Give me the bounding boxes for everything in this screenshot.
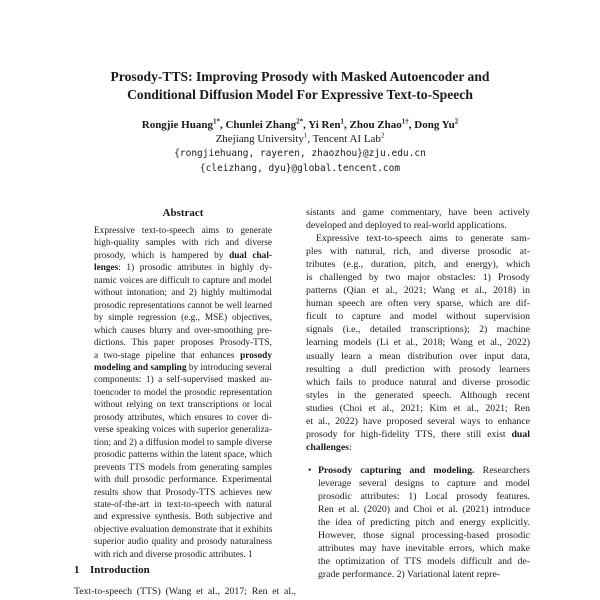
text-line: prosodic patterns within the latent space, which <box>94 450 272 461</box>
affiliation-org-1: Zhejiang University <box>215 133 304 145</box>
affiliation-superscript-2: 2 <box>380 131 385 140</box>
paper-title <box>0 68 600 104</box>
text-line: toencoder to model the prosodic representation <box>94 387 272 398</box>
text-line: components: 1) a self-supervised masked au- <box>94 375 272 386</box>
text-line: usually learn a mean distribution over input data, <box>306 350 530 362</box>
text-line: tributes (e.g., duration, pitch, and energy), which <box>306 259 530 271</box>
text-line: which fails to produce natural and diverse prosodic <box>306 376 530 388</box>
text-line: sistants and game commentary, have been actively <box>306 207 530 218</box>
text-line: attributes may have inevitable errors, which make <box>318 543 530 555</box>
author-superscript: 1* <box>212 117 220 126</box>
text-line: without relying on text transcriptions or local <box>94 400 272 411</box>
author-name: Chunlei Zhang <box>225 119 297 131</box>
affiliation <box>0 132 600 147</box>
author-superscript: 2* <box>296 117 304 126</box>
text-line: prevents TTS models from generating samples <box>94 462 272 473</box>
affiliation-separator: , <box>307 133 313 145</box>
author-superscript: 1 <box>340 117 344 126</box>
text-line: However, those signal processing-based prosodic <box>318 530 530 542</box>
bullet-text <box>306 464 530 581</box>
bullet-item-prosody-capturing <box>306 464 530 581</box>
text-line: grade performance. 2) Variational latent repre- <box>318 569 501 581</box>
text-line: verse speaking voices with superior generaliza- <box>94 425 272 436</box>
text-line: dictions. This paper proposes Prosody-TTS, <box>94 338 272 349</box>
email-line-1[interactable]: {rongjiehuang, rayeren, zhaozhou}@zju.edu.cn <box>174 148 426 159</box>
author-name: Yi Ren <box>308 119 341 131</box>
text-line: is challenged by two major obstacles: 1) Prosody <box>306 272 530 284</box>
text-line: Expressive text-to-speech aims to generate sam- <box>316 233 530 245</box>
text-line: namic voices are difficult to capture and model <box>94 275 272 286</box>
text-line: results show that Prosody-TTS achieves new <box>94 487 272 498</box>
right-column-paragraph-2 <box>306 232 530 454</box>
text-line: leverage several designs to capture and model <box>318 477 530 489</box>
text-line: human speech are often very sparse, which are dif- <box>306 298 530 310</box>
text-line: patterns (Qian et al., 2021; Wang et al., 2018) in <box>306 285 530 297</box>
text-line: challenges: <box>306 441 352 453</box>
text-line: lenges: 1) prosodic attributes in highly dy- <box>94 263 272 274</box>
author-name: Zhou Zhao <box>349 119 402 131</box>
text-line: with rich and diverse prosodic attributes. 1 <box>94 549 253 560</box>
text-line: resulting a dull prediction with prosody learners <box>306 363 530 375</box>
text-line: styles in the generated speech. Although recent <box>306 389 530 401</box>
paragraph-gap <box>306 454 530 464</box>
text-line: prosody attributes, which ensures to cover di- <box>94 412 272 423</box>
text-line: ples with natural, rich, and diverse prosodic at- <box>306 246 530 258</box>
text-line: developed and deployed to real-world applications. <box>306 220 507 232</box>
text-line: superior audio quality and prosody naturalness <box>94 537 272 548</box>
text-line: ficult to capture and model without supervision <box>306 311 530 323</box>
author-list: Rongjie Huang$^{1*}$, Chunlei Zhang$^{2*}$, Yi Ren$^1$, Zhou Zhao$^{1\dagger}$, Dong Yu$^2$ <box>141 117 459 131</box>
author-name: Dong Yu <box>414 119 455 131</box>
section-heading-introduction <box>74 563 296 577</box>
text-line: which causes blurry and over-smoothing pre- <box>94 325 272 336</box>
abstract-body <box>94 225 272 561</box>
bullet-mark: • <box>308 464 312 476</box>
affiliation-superscript-1: 1 <box>303 131 308 140</box>
text-line: modeling and sampling by introducing several <box>94 362 272 373</box>
text-line: without intonation; and 2) highly multimodal <box>94 288 272 299</box>
text-line: the optimization of TTS models difficult and de- <box>318 556 530 568</box>
text-line: state-of-the-art in text-to-speech with natural <box>94 499 272 510</box>
email-line-2[interactable]: {cleizhang, dyu}@global.tencent.com <box>199 163 401 174</box>
text-line: prosodic attributes: 1) Local prosody features. <box>318 490 530 502</box>
text-line: Prosody capturing and modeling. Researchers <box>318 464 530 476</box>
author-name: Rongjie Huang <box>141 119 213 131</box>
text-line: et al., 2022) have proposed several ways to enhance <box>306 415 530 427</box>
text-line: by simple regression (e.g., MSE) objectives, <box>94 313 272 324</box>
affiliation-org-2: Tencent AI Lab <box>312 133 381 145</box>
paper-title-line-2: Conditional Diffusion Model For Expressive Text-to-Speech <box>127 87 473 102</box>
text-line: high-quality samples with rich and diverse <box>94 238 272 249</box>
right-column <box>306 206 530 581</box>
right-column-paragraph-1 <box>306 206 530 232</box>
text-line: prosody for high-fidelity TTS, there still exist dual <box>306 428 530 440</box>
text-line: studies (Choi et al., 2021; Kim et al., 2021; Ren <box>306 402 530 414</box>
text-line: prosody, which is hampered by dual chal- <box>94 250 272 261</box>
text-line: objective evaluation demonstrate that it exhibits <box>94 524 272 535</box>
section-title: Introduction <box>90 564 150 576</box>
text-line: prosodic representations cannot be well learned <box>94 300 272 311</box>
text-line: a two-stage pipeline that enhances prosody <box>94 350 272 361</box>
author-superscript: 1† <box>401 117 409 126</box>
text-line: Ren et al. (2020) and Choi et al. (2021) introduce <box>318 504 530 516</box>
paper-title-line-1: Prosody-TTS: Improving Prosody with Masked Autoencoder and <box>110 69 490 84</box>
text-line: the idea of predicting pitch and energy explicitly. <box>318 517 530 529</box>
text-line: signals (i.e., detailed transcriptions); 2) machine <box>306 324 530 336</box>
author-superscript: 2 <box>454 117 459 126</box>
intro-first-line: Text-to-speech (TTS) (Wang et al., 2017; Ren et al., <box>74 586 296 597</box>
text-line: learning models (Li et al., 2018; Wang et al., 2022) <box>306 337 530 349</box>
abstract-heading: Abstract <box>162 207 204 219</box>
text-line: and expressive synthesis. Both subjective and <box>94 512 272 523</box>
text-line: tion; and 2) a diffusion model to sample diverse <box>94 437 272 448</box>
section-number: 1 <box>74 564 80 576</box>
text-line: with dull prosodic performance. Experimental <box>94 475 272 486</box>
text-line: Expressive text-to-speech aims to generate <box>94 226 272 236</box>
